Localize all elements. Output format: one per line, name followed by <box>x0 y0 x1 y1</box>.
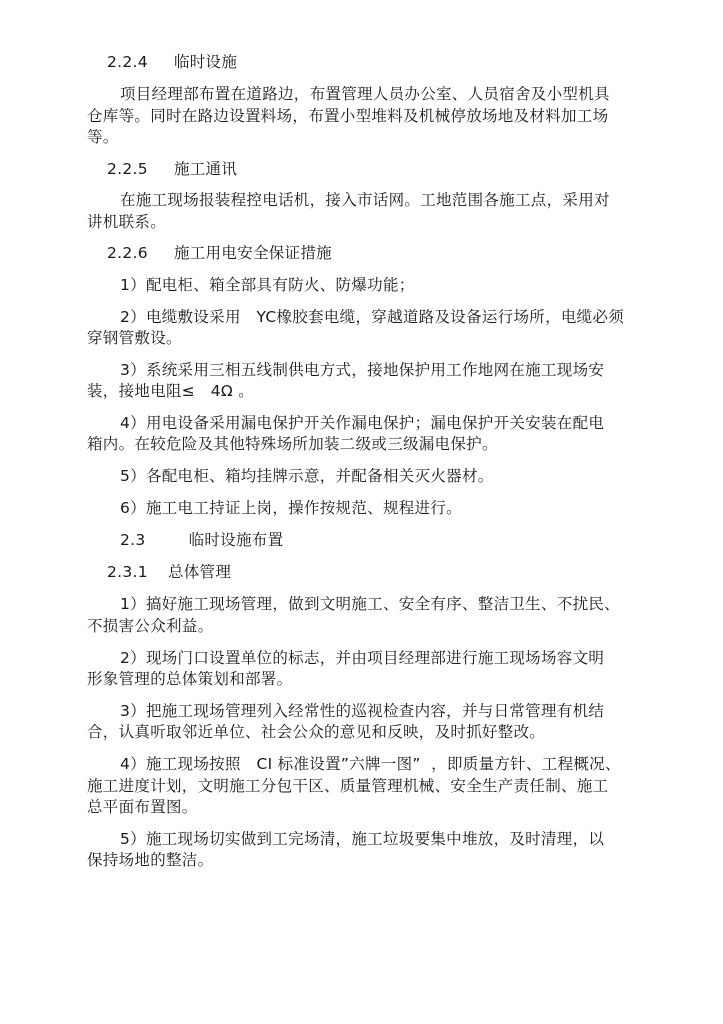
list-item-line: 总平面布置图。 <box>87 798 198 816</box>
heading-title: 施工用电安全保证措施 <box>173 244 332 262</box>
heading-title: 临时设施 <box>173 53 238 71</box>
heading-2-2-6 <box>107 243 332 263</box>
list-item-line: 合，认真听取邻近单位、社会公众的意见和反映，及时抓好整改。 <box>87 723 546 741</box>
list-item-line: 5）施工现场切实做到工完场清，施工垃圾要集中堆放，及时清理，以 <box>120 830 605 848</box>
list-item-line: 1）搞好施工现场管理，做到文明施工、安全有序、整洁卫生、不扰民、 <box>120 595 620 613</box>
list-item-line: 2）现场门口设置单位的标志，并由项目经理部进行施工现场场容文明 <box>120 649 605 667</box>
list-item-line: 保持场地的整洁。 <box>87 851 214 869</box>
list-item-line: 形象管理的总体策划和部署。 <box>87 670 293 688</box>
list-item-line: 4）用电设备采用漏电保护开关作漏电保护；漏电保护开关安装在配电 <box>120 414 605 432</box>
list-item-line: 施工进度计划，文明施工分包干区、质量管理机械、安全生产责任制、施工 <box>87 777 609 795</box>
list-item-line: 3）系统采用三相五线制供电方式，接地保护用工作地网在施工现场安 <box>120 361 605 379</box>
heading-number: 2.3.1 <box>107 563 148 581</box>
paragraph-line: 等。 <box>87 128 119 146</box>
list-item-line: 装，接地电阻≤ 4Ω 。 <box>87 382 255 400</box>
heading-2-3-1 <box>107 562 231 582</box>
paragraph-line: 讲机联系。 <box>87 213 167 231</box>
heading-title: 总体管理 <box>167 563 232 581</box>
list-item-line: 2）电缆敷设采用 YC橡胶套电缆，穿越道路及设备运行场所，电缆必须 <box>120 308 625 326</box>
list-item-line: 穿钢管敷设。 <box>87 329 182 347</box>
heading-title: 临时设施布置 <box>188 531 284 549</box>
list-item-line: 5）各配电柜、箱均挂牌示意，并配备相关灭火器材。 <box>120 467 494 485</box>
paragraph-line: 在施工现场报装程控电话机，接入市话网。工地范围各施工点，采用对 <box>120 191 610 209</box>
heading-2-2-5 <box>107 159 237 179</box>
paragraph-line: 项目经理部布置在道路边，布置管理人员办公室、人员宿舍及小型机具 <box>120 85 610 103</box>
heading-number: 2.2.4 <box>107 53 148 71</box>
heading-number: 2.3 <box>120 531 146 549</box>
list-item-line: 3）把施工现场管理列入经常性的巡视检查内容，并与日常管理有机结 <box>120 702 605 720</box>
list-item-line: 4）施工现场按照 CI 标准设置”六牌一图” ，即质量方针、工程概况、 <box>120 755 621 773</box>
paragraph-line: 仓库等。同时在路边设置料场，布置小型堆料及机械停放场地及材料加工场 <box>87 107 609 125</box>
list-item-line: 箱内。在较危险及其他特殊场所加装二级或三级漏电保护。 <box>87 435 498 453</box>
list-item-line: 1）配电柜、箱全部具有防火、防爆功能； <box>120 276 415 294</box>
list-item-line: 6）施工电工持证上岗，操作按规范、规程进行。 <box>120 499 462 517</box>
heading-number: 2.2.6 <box>107 244 148 262</box>
list-item-line: 不损害公众利益。 <box>87 617 214 635</box>
heading-title: 施工通讯 <box>173 160 238 178</box>
heading-number: 2.2.5 <box>107 160 148 178</box>
heading-2-3 <box>120 530 283 550</box>
heading-2-2-4 <box>107 52 237 72</box>
